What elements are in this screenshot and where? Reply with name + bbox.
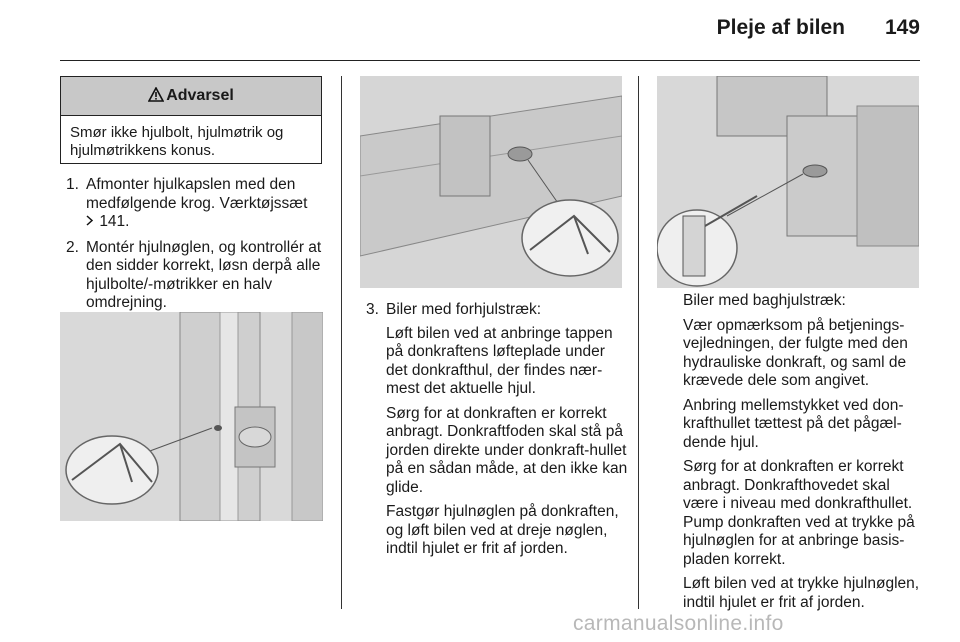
section-title: Biler med baghjulstræk: bbox=[683, 292, 846, 309]
paragraph: Løft bilen ved at trykke hjulnøglen, indtil hjulet er frit af jorden. bbox=[683, 575, 920, 611]
step-3-details bbox=[360, 325, 630, 559]
item-number: 1. bbox=[66, 176, 79, 193]
rear-wheel-drive-block bbox=[683, 292, 923, 618]
steps-list-col1 bbox=[60, 176, 328, 320]
item-title: Biler med forhjulstræk: bbox=[386, 301, 542, 318]
page-title: Pleje af bilen bbox=[716, 16, 845, 39]
page-reference[interactable]: 141. bbox=[99, 213, 130, 230]
warning-text: Smør ikke hjulbolt, hjulmøtrik og hjulmøtrikkens konus. bbox=[70, 124, 284, 159]
paragraph: Anbring mellemstykket ved don-krafthullet tættest på det pågæl-dende hjul. bbox=[683, 396, 904, 451]
column-divider-2 bbox=[638, 76, 639, 609]
paragraph: Sørg for at donkraften er korrekt anbragt. Donkrafthovedet skal være i niveau med donkrafthullet. Pump donkraften ved at trykke på hjulnøglen for at anbringe basis-pladen korrekt. bbox=[683, 458, 915, 568]
item-number: 2. bbox=[66, 238, 79, 256]
header-divider bbox=[60, 60, 920, 61]
warning-triangle-icon bbox=[148, 79, 164, 117]
item-text: Afmonter hjulkapslen med den medfølgende krog. Værktøjssæt bbox=[86, 176, 308, 212]
watermark: carmanualsonline.info bbox=[573, 612, 784, 635]
list-item bbox=[360, 301, 630, 320]
paragraph: Fastgør hjulnøglen på donkraften, og løft bilen ved at dreje nøglen, indtil hjulet er frit af jorden. bbox=[386, 503, 619, 557]
warning-box bbox=[60, 76, 322, 164]
item-text: Montér hjulnøglen, og kontrollér at den sidder korrekt, løsn derpå alle hjulbolte/-møtrikker en halv omdrejning. bbox=[86, 238, 322, 311]
warning-header bbox=[61, 77, 321, 116]
step-3-block bbox=[360, 301, 630, 565]
cross-reference-arrow-icon bbox=[86, 213, 95, 232]
page-number: 149 bbox=[884, 16, 920, 39]
paragraph: Sørg for at donkraften er korrekt anbragt. Donkraftfoden skal stå på jorden direkte under donkraft-hullet på en sådan måde, at den ikke kan glide. bbox=[386, 404, 628, 496]
jack-point-illustration bbox=[60, 312, 323, 521]
warning-title: Advarsel bbox=[166, 87, 234, 104]
rear-wheel-drive-jack-illustration bbox=[657, 76, 919, 288]
paragraph: Vær opmærksom på betjenings-vejledningen, der fulgte med den hydrauliske donkraft, og saml de krævede dele som angivet. bbox=[683, 316, 908, 389]
paragraph: Løft bilen ved at anbringe tappen på donkraftens løfteplade under det donkrafthul, der findes nær-mest det aktuelle hjul. bbox=[386, 324, 613, 397]
front-wheel-drive-jack-illustration bbox=[360, 76, 622, 288]
list-item bbox=[60, 239, 328, 313]
list-item bbox=[60, 176, 328, 232]
column-divider-1 bbox=[341, 76, 342, 609]
item-number: 3. bbox=[366, 301, 379, 318]
